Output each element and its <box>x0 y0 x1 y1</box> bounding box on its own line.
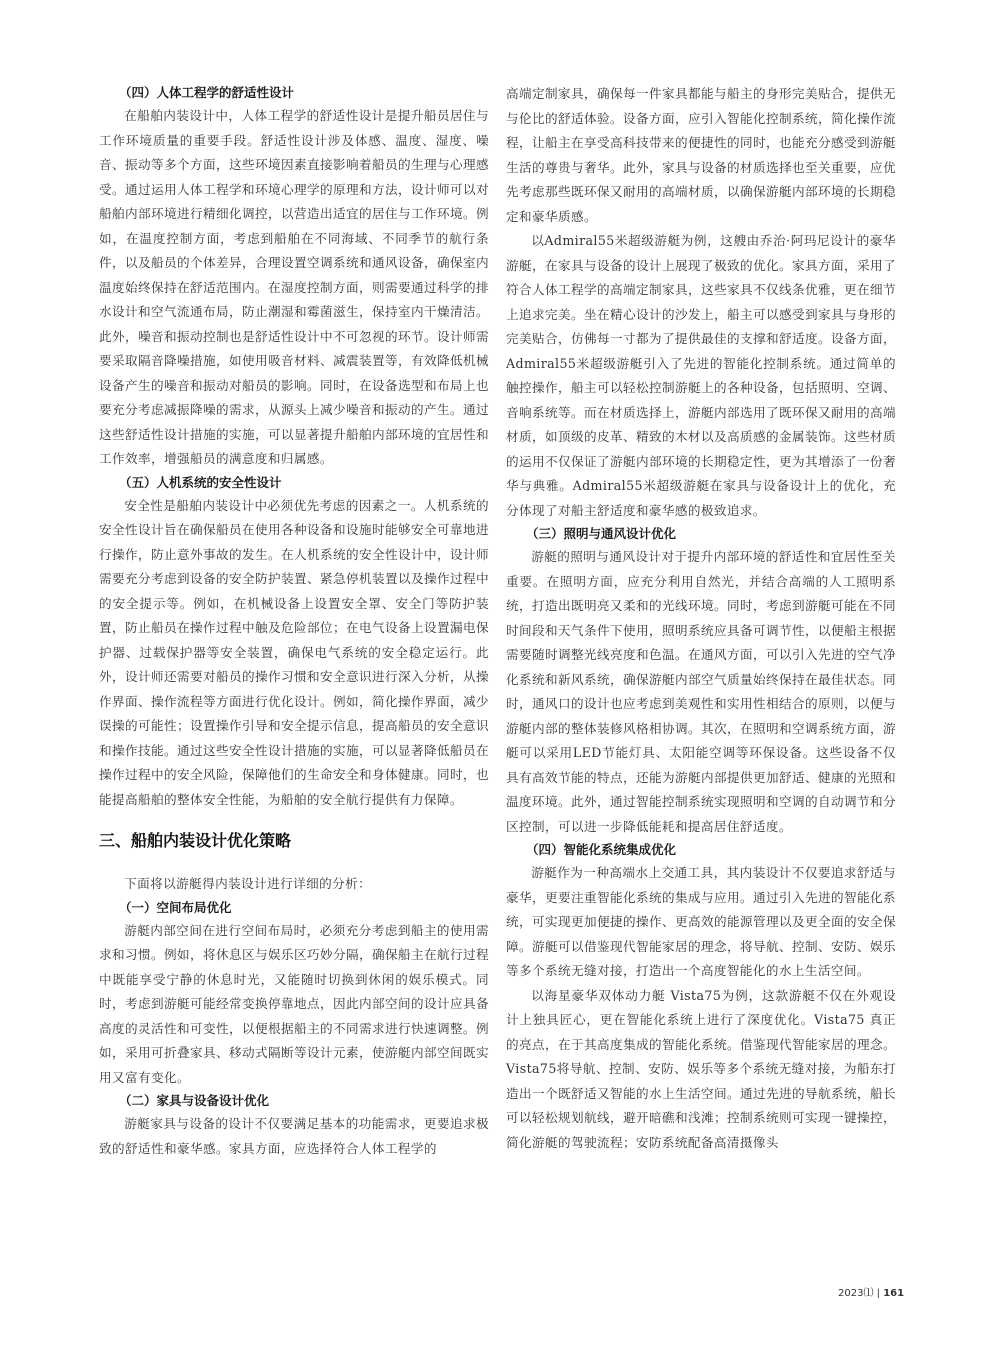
body-paragraph: 游艇内部空间在进行空间布局时，必须充分考虑到船主的使用需求和习惯。例如，将休息区与娱乐区巧妙分隔，确保船主在航行过程中既能享受宁静的休息时光，又能随时切换到休闲的娱乐模式。同时，考虑到游艇可能经常变换停靠地点，因此内部空间的设计应具备高度的灵活性和可变性，以便根据船主的不同需求进行快速调整。例如，采用可折叠家具、移动式隔断等设计元素，使游艇内部空间既实用又富有变化。 <box>99 922 489 1085</box>
chapter-title: 三、船舶内装设计优化策略 <box>99 831 292 850</box>
body-paragraph: 以Admiral55米超级游艇为例，这艘由乔治·阿玛尼设计的豪华游艇，在家具与设备的设计上展现了极致的优化。家具方面，采用了符合人体工程学的高端定制家具，这些家具不仅线条优雅，更在细节上追求完美。坐在精心设计的沙发上，船主可以感受到家具与身形的完美贴合，仿佛每一寸都为了提供最佳的支撑和舒适度。设备方面，Admiral55米超级游艇引入了先进的智能化控制系统。通过简单的触控操作，船主可以轻松控制游艇上的各种设备，包括照明、空调、音响系统等。而在材质选择上，游艇内部选用了既环保又耐用的高端材质，如顶级的皮革、精致的木材以及高质感的金属装饰。这些材质的运用不仅保证了游艇内部环境的长期稳定性，更为其增添了一份奢华与典雅。Admiral55米超级游艇在家具与设备设计上的优化，充分体现了对船主舒适度和豪华感的极致追求。 <box>506 233 896 518</box>
page-number: 161 <box>883 1288 905 1299</box>
page-footer <box>838 1284 904 1299</box>
section-heading: （一）空间布局优化 <box>119 899 232 915</box>
left-column <box>99 82 489 1161</box>
issue-number: 2023⑴ <box>838 1288 874 1299</box>
body-paragraph: 在船舶内装设计中，人体工程学的舒适性设计是提升船员居住与工作环境质量的重要手段。舒适性设计涉及体感、温度、湿度、噪音、振动等多个方面，这些环境因素直接影响着船员的生理与心理感受。通过运用人体工程学和环境心理学的原理和方法，设计师可以对船舶内部环境进行精细化调控，以营造出适宜的居住与工作环境。例如，在温度控制方面，考虑到船舶在不同海域、不同季节的航行条件，以及船员的个体差异，合理设置空调系统和通风设备，确保室内温度始终保持在舒适范围内。在湿度控制方面，则需要通过科学的排水设计和空气流通布局，防止潮湿和霉菌滋生，保持室内干燥清洁。此外，噪音和振动控制也是舒适性设计中不可忽视的环节。设计师需要采取隔音降噪措施，如使用吸音材料、减震装置等，有效降低机械设备产生的噪音和振动对船员的影响。同时，在设备选型和布局上也要充分考虑减振降噪的需求，从源头上减少噪音和振动的产生。通过这些舒适性设计措施的实施，可以显著提升船舶内部环境的宜居性和工作效率，增强船员的满意度和归属感。 <box>99 108 489 466</box>
section-heading: （四）人体工程学的舒适性设计 <box>119 85 295 100</box>
body-paragraph: 安全性是船舶内装设计中必须优先考虑的因素之一。人机系统的安全性设计旨在确保船员在使用各种设备和设施时能够安全可靠地进行操作，防止意外事故的发生。在人机系统的安全性设计中，设计师需要充分考虑到设备的安全防护装置、紧急停机装置以及操作过程中的安全提示等。例如，在机械设备上设置安全罩、安全门等防护装置，防止船员在操作过程中触及危险部位；在电气设备上设置漏电保护器、过载保护器等安全装置，确保电气系统的安全稳定运行。此外，设计师还需要对船员的操作习惯和安全意识进行深入分析，从操作界面、操作流程等方面进行优化设计。例如，简化操作界面，减少误操的可能性；设置操作引导和安全提示信息，提高船员的安全意识和操作技能。通过这些安全性设计措施的实施，可以显著降低船员在操作过程中的安全风险，保障他们的生命安全和身体健康。同时，也能提高船舶的整体安全性能，为船舶的安全航行提供有力保障。 <box>99 497 489 807</box>
intro-paragraph: 下面将以游艇得内装设计进行详细的分析： <box>124 876 372 891</box>
section-heading: （二）家具与设备设计优化 <box>119 1093 270 1108</box>
section-heading: （五）人机系统的安全性设计 <box>119 474 282 490</box>
footer-separator: | <box>876 1288 881 1299</box>
section-heading: （四）智能化系统集成优化 <box>526 842 677 857</box>
body-paragraph: 以海星豪华双体动力艇 Vista75为例，这款游艇不仅在外观设计上独具匠心，更在智能化系统上进行了深度优化。Vista75 真正的亮点，在于其高度集成的智能化系统。借鉴现代智能家居的理念。Vista75将导航、控制、安防、娱乐等多个系统无缝对接，为船东打造出一个既舒适又智能的水上生活空间。通过先进的导航系统，船长可以轻松规划航线，避开暗礁和浅滩；控制系统则可实现一键操控，简化游艇的驾驶流程；安防系统配备高清摄像头 <box>506 987 896 1150</box>
body-paragraph: 游艇的照明与通风设计对于提升内部环境的舒适性和宜居性至关重要。在照明方面，应充分利用自然光，并结合高端的人工照明系统，打造出既明亮又柔和的光线环境。同时，考虑到游艇可能在不同时间段和天气条件下使用，照明系统应具备可调节性，以便船主根据需要随时调整光线亮度和色温。在通风方面，可以引入先进的空气净化系统和新风系统，确保游艇内部空气质量始终保持在最佳状态。同时，通风口的设计也应考虑到美观性和实用性相结合的原则，以便与游艇内部的整体装修风格相协调。其次，在照明和空调系统方面，游艇可以采用LED节能灯具、太阳能空调等环保设备。这些设备不仅具有高效节能的特点，还能为游艇内部提供更加舒适、健康的光照和温度环境。此外，通过智能控制系统实现照明和空调的自动调节和分区控制，可以进一步降低能耗和提高居住舒适度。 <box>506 549 896 834</box>
section-heading: （三）照明与通风设计优化 <box>526 526 677 541</box>
right-column <box>506 82 896 1155</box>
body-paragraph: 游艇作为一种高端水上交通工具，其内装设计不仅要追求舒适与豪华，更要注重智能化系统的集成与应用。通过引入先进的智能化系统，可实现更加便捷的操作、更高效的能源管理以及更全面的安全保障。游艇可以借鉴现代智能家居的理念，将导航、控制、安防、娱乐等多个系统无缝对接，打造出一个高度智能化的水上生活空间。 <box>506 865 896 978</box>
body-paragraph: 游艇家具与设备的设计不仅要满足基本的功能需求，更要追求极致的舒适性和豪华感。家具方面，应选择符合人体工程学的 <box>99 1116 489 1156</box>
body-paragraph-continued: 高端定制家具，确保每一件家具都能与船主的身形完美贴合，提供无与伦比的舒适体验。设备方面，应引入智能化控制系统，简化操作流程，让船主在享受高科技带来的便捷性的同时，也能充分感受到游艇生活的尊贵与奢华。此外，家具与设备的材质选择也至关重要，应优先考虑那些既环保又耐用的高端材质，以确保游艇内部环境的长期稳定和豪华质感。 <box>506 86 896 224</box>
